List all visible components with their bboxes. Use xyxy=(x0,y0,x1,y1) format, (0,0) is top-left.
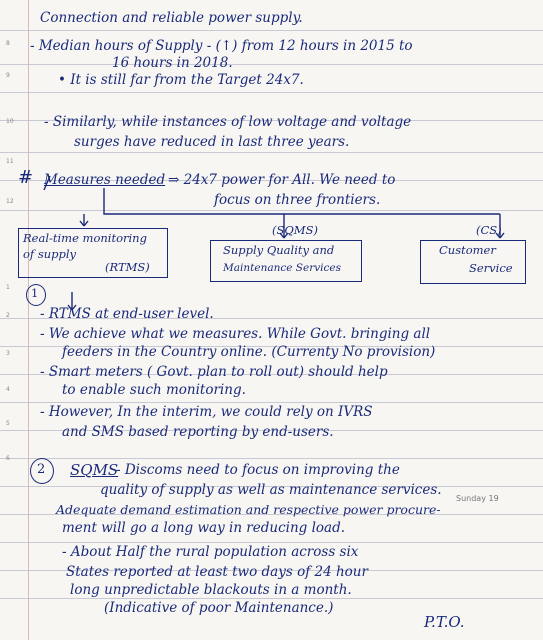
text-line: • It is still far from the Target 24x7. xyxy=(58,72,304,88)
hash-marker: # xyxy=(18,167,34,188)
text-line: Adequate demand estimation and respective power procure- xyxy=(56,502,441,517)
pto-note: P.T.O. xyxy=(424,613,465,631)
line-number: 5 xyxy=(6,420,10,427)
text-line: Connection and reliable power supply. xyxy=(40,10,303,26)
text-line: 16 hours in 2018. xyxy=(112,55,233,71)
text-line: - RTMS at end-user level. xyxy=(40,306,214,322)
line-number: 12 xyxy=(6,198,14,205)
rtms-label-1: Real-time monitoring xyxy=(23,231,147,245)
text-line: surges have reduced in last three years. xyxy=(74,134,350,150)
date-stamp: Sunday 19 xyxy=(456,494,499,503)
sqms-label-1: Supply Quality and xyxy=(223,243,335,257)
cs-abbr: (CS) xyxy=(476,223,502,237)
text-line: ment will go a long way in reducing load. xyxy=(62,520,346,536)
text-line: focus on three frontiers. xyxy=(214,192,381,208)
line-number: 4 xyxy=(6,386,10,393)
line-number: 10 xyxy=(6,118,14,125)
text-line: - Median hours of Supply - (↑) from 12 hours in 2015 to xyxy=(30,38,413,54)
line-number: 8 xyxy=(6,40,10,47)
text-line: States reported at least two days of 24 hour xyxy=(66,564,368,580)
heading-sqms: SQMS xyxy=(70,461,119,479)
text-line: long unpredictable blackouts in a month. xyxy=(70,582,352,598)
section-one-marker xyxy=(26,284,46,306)
line-number: 11 xyxy=(6,158,14,165)
rtms-label-2: of supply xyxy=(23,247,77,261)
line-number: 1 xyxy=(6,284,10,291)
text-line: and SMS based reporting by end-users. xyxy=(62,424,334,440)
line-number: 3 xyxy=(6,350,10,357)
cs-label-1: Customer xyxy=(439,243,496,257)
sqms-label-2: Maintenance Services xyxy=(223,262,341,274)
marker-two: 2 xyxy=(37,462,46,477)
text-line: - About Half the rural population across six xyxy=(62,544,359,560)
text-line: to enable such monitoring. xyxy=(62,382,246,398)
text-line: - We achieve what we measures. While Govt. bringing all xyxy=(40,326,431,342)
rtms-abbr: (RTMS) xyxy=(105,260,150,274)
text-line: feeders in the Country online. (Currenty No provision) xyxy=(62,344,436,360)
cs-label-2: Service xyxy=(469,261,513,275)
line-number: 2 xyxy=(6,312,10,319)
line-number: 9 xyxy=(6,72,10,79)
text-line: - Discoms need to focus on improving the xyxy=(116,462,400,478)
text-line: - However, In the interim, we could rely on IVRS xyxy=(40,404,373,420)
text-line: (Indicative of poor Maintenance.) xyxy=(104,600,334,616)
text-line: - Smart meters ( Govt. plan to roll out) should help xyxy=(40,364,388,380)
heading-measures: Measures needed xyxy=(44,172,166,188)
section-two-marker xyxy=(30,458,54,484)
sqms-abbr: (SQMS) xyxy=(272,223,318,237)
text-line: ⇒ 24x7 power for All. We need to xyxy=(168,172,396,188)
line-number: 6 xyxy=(6,455,10,462)
text-line: - Similarly, while instances of low voltage and voltage xyxy=(44,114,412,130)
text-line: quality of supply as well as maintenance services. xyxy=(100,482,442,498)
marker-one: 1 xyxy=(31,286,39,300)
